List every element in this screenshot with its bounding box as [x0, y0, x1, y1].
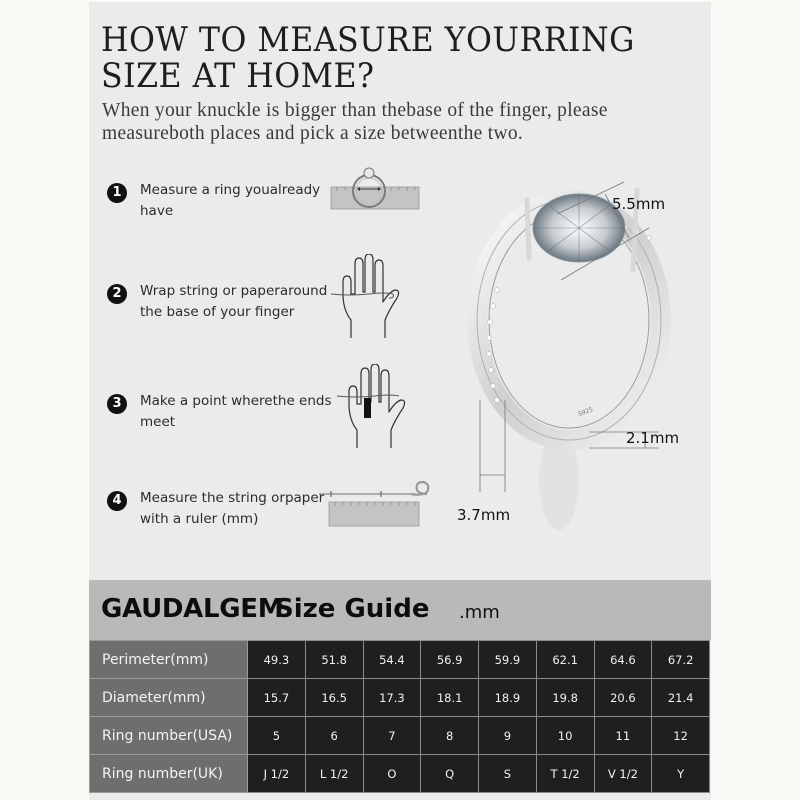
table-cell: T 1/2: [536, 755, 594, 793]
hand-with-string-icon: [329, 254, 409, 342]
table-cell: 18.1: [421, 679, 479, 717]
table-cell: L 1/2: [305, 755, 363, 793]
subtitle-line-1: When your knuckle is bigger than thebase of the finger, please: [102, 100, 608, 121]
page-title: [101, 22, 678, 94]
ring-on-ruler-icon: [329, 165, 421, 215]
stone-width-label: 5.5mm: [612, 195, 666, 213]
infographic-panel: [89, 2, 711, 800]
table-cell: 17.3: [363, 679, 421, 717]
table-cell: 62.1: [536, 641, 594, 679]
table-cell: 10: [536, 717, 594, 755]
step-text: Measure the string orpaper with a ruler (mm): [140, 490, 325, 527]
hand-with-mark-icon: [335, 364, 415, 452]
title-line-1: HOW TO MEASURE YOURRING: [101, 20, 635, 60]
table-cell: 6: [305, 717, 363, 755]
table-cell: 15.7: [248, 679, 306, 717]
ring-stamp: S925: [577, 406, 595, 418]
table-cell: 7: [363, 717, 421, 755]
table-cell: S: [479, 755, 537, 793]
table-cell: Q: [421, 755, 479, 793]
table-cell: 8: [421, 717, 479, 755]
table-row-uk: [90, 755, 710, 793]
step-number-badge: 3: [107, 394, 127, 414]
table-cell: 20.6: [594, 679, 652, 717]
table-row-diameter: [90, 679, 710, 717]
table-cell: J 1/2: [248, 755, 306, 793]
shank-width-label: 3.7mm: [457, 506, 511, 524]
step-number-badge: 1: [107, 183, 127, 203]
string-on-ruler-icon: [319, 478, 431, 530]
table-cell: V 1/2: [594, 755, 652, 793]
table-cell: 18.9: [479, 679, 537, 717]
table-cell: 56.9: [421, 641, 479, 679]
size-guide-title: Size Guide: [275, 594, 430, 624]
step-text: Measure a ring youalready have: [140, 182, 321, 219]
size-guide-header: [89, 580, 711, 640]
size-table: [89, 640, 710, 793]
table-row-perimeter: [90, 641, 710, 679]
row-header: Perimeter(mm): [90, 641, 248, 679]
table-cell: 59.9: [479, 641, 537, 679]
table-cell: 12: [652, 717, 710, 755]
table-cell: 67.2: [652, 641, 710, 679]
step-text: Make a point wherethe ends meet: [140, 393, 332, 430]
table-cell: 49.3: [248, 641, 306, 679]
brand-name: GAUDALGEM: [101, 594, 284, 624]
table-cell: 5: [248, 717, 306, 755]
table-cell: 9: [479, 717, 537, 755]
title-line-2: SIZE AT HOME?: [101, 56, 375, 96]
table-cell: 11: [594, 717, 652, 755]
row-header: Diameter(mm): [90, 679, 248, 717]
table-cell: 54.4: [363, 641, 421, 679]
table-cell: 21.4: [652, 679, 710, 717]
table-cell: 16.5: [305, 679, 363, 717]
table-cell: 64.6: [594, 641, 652, 679]
band-thickness-label: 2.1mm: [626, 429, 680, 447]
unit-label: .mm: [459, 602, 500, 623]
step-number-badge: 2: [107, 284, 127, 304]
table-row-usa: [90, 717, 710, 755]
table-cell: O: [363, 755, 421, 793]
row-header: Ring number(UK): [90, 755, 248, 793]
subtitle-line-2: measureboth places and pick a size betweenthe two.: [102, 123, 524, 144]
row-header: Ring number(USA): [90, 717, 248, 755]
table-cell: Y: [652, 755, 710, 793]
table-cell: 51.8: [305, 641, 363, 679]
subtitle: [102, 99, 702, 145]
step-text: Wrap string or paperaround the base of your finger: [140, 283, 328, 320]
table-cell: 19.8: [536, 679, 594, 717]
ring-product-image: [449, 180, 699, 550]
step-number-badge: 4: [107, 491, 127, 511]
